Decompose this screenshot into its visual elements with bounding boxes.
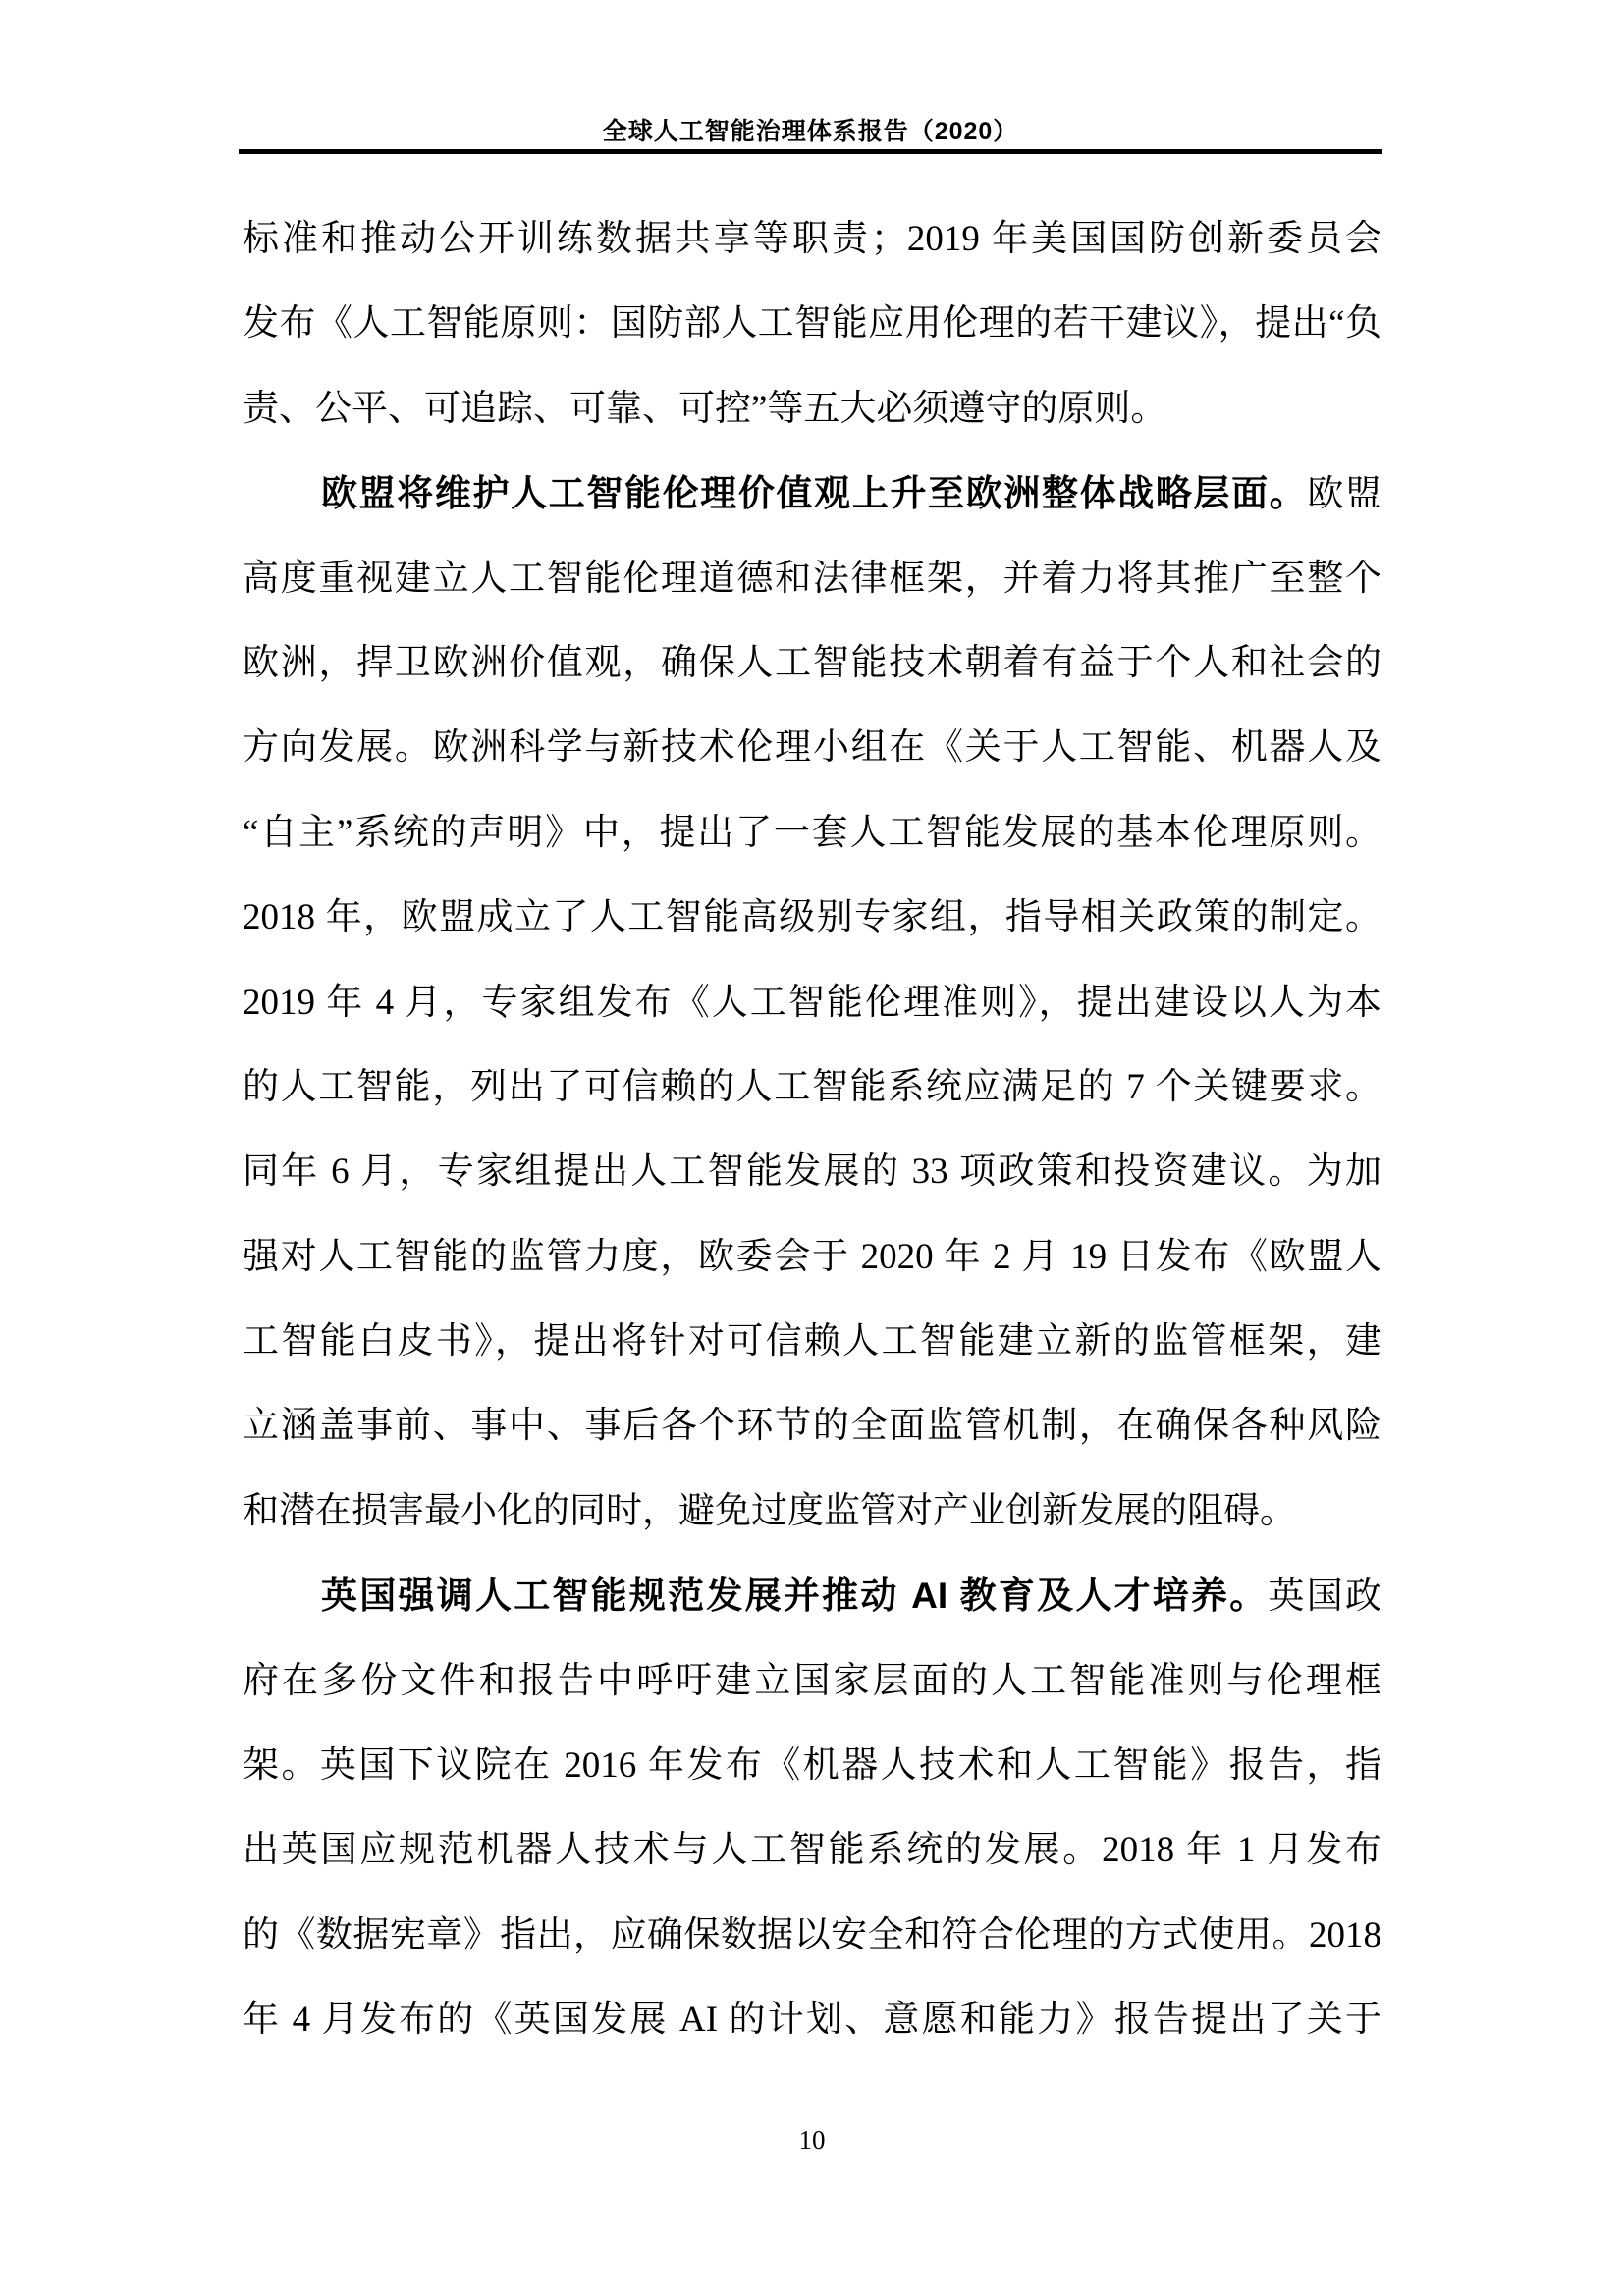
header-rule xyxy=(239,149,1382,154)
text-line xyxy=(243,1130,1381,1214)
body-text xyxy=(243,155,1381,2063)
text-line xyxy=(243,706,1381,790)
text-line xyxy=(243,1300,1381,1384)
text-run: 架。英国下议院在 2016 年发布《机器人技术和人工智能》报告，指 xyxy=(243,1745,1381,1787)
text-line xyxy=(243,1554,1381,1638)
text-run: 英国政 xyxy=(1268,1576,1381,1618)
text-run: 府在多份文件和报告中呼吁建立国家层面的人工智能准则与伦理框 xyxy=(243,1660,1381,1701)
text-line xyxy=(243,1045,1381,1130)
text-run: 责、公平、可追踪、可靠、可控”等五大必须遵守的原则。 xyxy=(243,388,1167,429)
text-line xyxy=(243,1894,1381,1978)
text-run: “自主”系统的声明》中，提出了一套人工智能发展的基本伦理原则。 xyxy=(243,812,1381,853)
text-line xyxy=(243,1215,1381,1300)
text-run: 的《数据宪章》指出，应确保数据以安全和符合伦理的方式使用。2018 xyxy=(243,1914,1381,1955)
bold-text-run: 欧盟将维护人工智能伦理价值观上升至欧洲整体战略层面。 xyxy=(321,473,1308,514)
text-run: 立涵盖事前、事中、事后各个环节的全面监管机制，在确保各种风险 xyxy=(243,1406,1381,1447)
text-line xyxy=(243,1639,1381,1724)
text-line xyxy=(243,452,1381,536)
text-run: 2018 年，欧盟成立了人工智能高级别专家组，指导相关政策的制定。 xyxy=(243,897,1381,938)
page-title: 全球人工智能治理体系报告（2020） xyxy=(602,118,1019,145)
text-run: 的人工智能，列出了可信赖的人工智能系统应满足的 7 个关键要求。 xyxy=(243,1066,1381,1107)
text-run: 标准和推动公开训练数据共享等职责；2019 年美国国防创新委员会 xyxy=(243,219,1381,259)
text-run: 欧盟 xyxy=(1307,474,1381,515)
text-line xyxy=(243,791,1381,876)
page-number: 10 xyxy=(798,2125,826,2155)
text-run: 高度重视建立人工智能伦理道德和法律框架，并着力将其推广至整个 xyxy=(243,558,1381,599)
page-footer xyxy=(0,2125,1624,2156)
text-line xyxy=(243,282,1381,366)
text-line xyxy=(243,961,1381,1045)
text-run: 同年 6 月，专家组提出人工智能发展的 33 项政策和投资建议。为加 xyxy=(243,1151,1381,1193)
text-line xyxy=(243,1724,1381,1808)
text-line xyxy=(243,537,1381,621)
text-line xyxy=(243,1384,1381,1468)
text-run: 2019 年 4 月，专家组发布《人工智能伦理准则》，提出建设以人为本 xyxy=(243,982,1381,1023)
text-line xyxy=(243,1808,1381,1893)
text-run: 发布《人工智能原则：国防部人工智能应用伦理的若干建议》，提出“负 xyxy=(243,303,1381,345)
text-run: 工智能白皮书》，提出将针对可信赖人工智能建立新的监管框架，建 xyxy=(243,1321,1381,1362)
text-run: 出英国应规范机器人技术与人工智能系统的发展。2018 年 1 月发布 xyxy=(243,1830,1381,1871)
text-run: 强对人工智能的监管力度，欧委会于 2020 年 2 月 19 日发布《欧盟人 xyxy=(243,1236,1381,1277)
text-run: 方向发展。欧洲科学与新技术伦理小组在《关于人工智能、机器人及 xyxy=(243,727,1381,769)
text-line xyxy=(243,197,1381,282)
text-line xyxy=(243,1978,1381,2062)
text-line xyxy=(243,1469,1381,1554)
page-header xyxy=(239,112,1382,147)
document-body xyxy=(243,155,1381,2063)
text-line xyxy=(243,367,1381,452)
text-line xyxy=(243,621,1381,706)
text-run: 和潜在损害最小化的同时，避免过度监管对产业创新发展的阻碍。 xyxy=(243,1490,1296,1531)
bold-text-run: 英国强调人工智能规范发展并推动 AI 教育及人才培养。 xyxy=(321,1575,1269,1617)
text-run: 年 4 月发布的《英国发展 AI 的计划、意愿和能力》报告提出了关于 xyxy=(243,2000,1381,2041)
text-run: 欧洲，捍卫欧洲价值观，确保人工智能技术朝着有益于个人和社会的 xyxy=(243,642,1381,683)
text-line xyxy=(243,876,1381,960)
